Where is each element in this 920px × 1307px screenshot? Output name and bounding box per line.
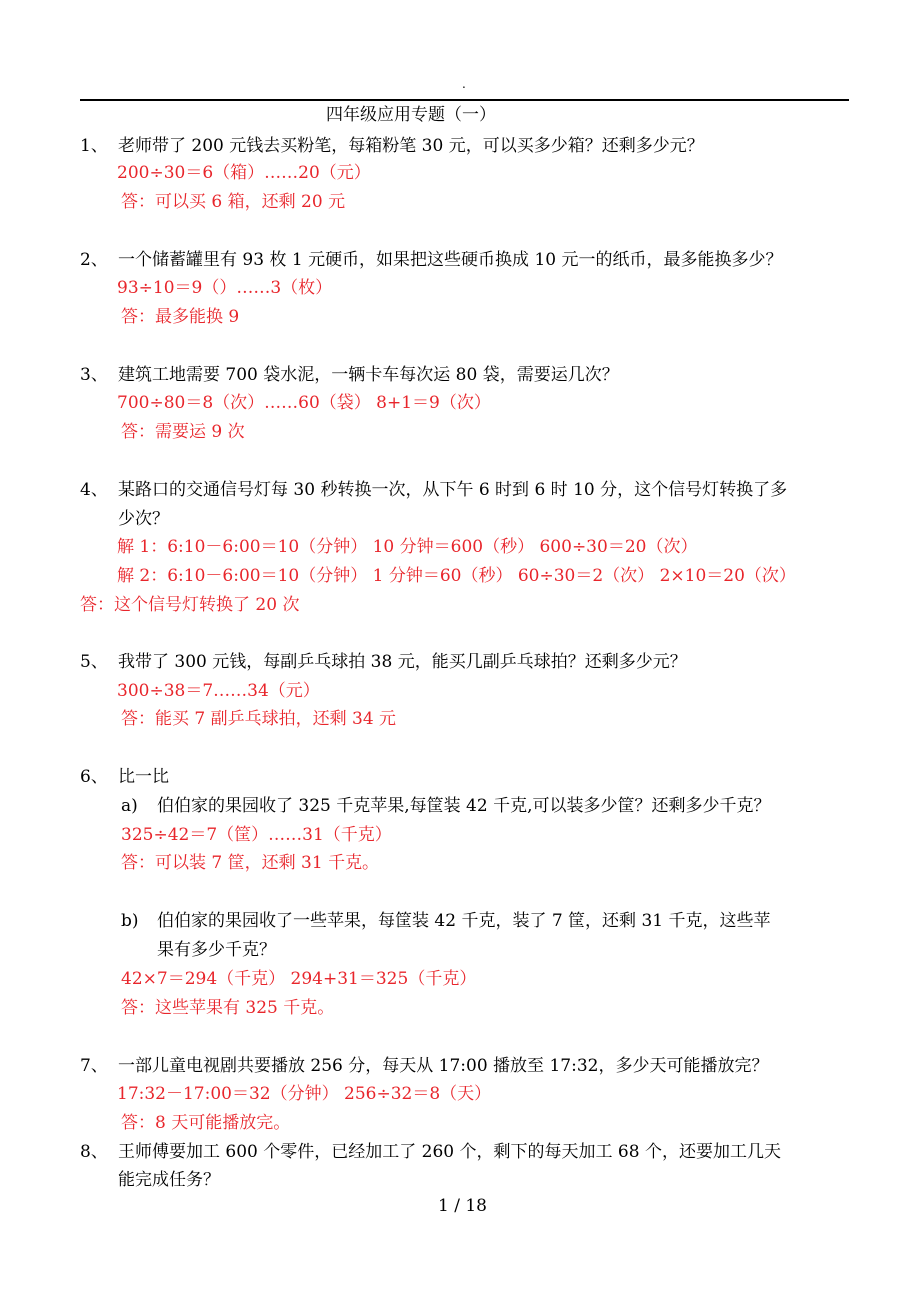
sub-question-b [121,911,771,931]
question-number: 3、 [80,365,108,385]
question-6 [80,767,169,787]
question-text: 某路口的交通信号灯每 30 秒转换一次，从下午 6 时到 6 时 10 分，这个信号灯转换了多 [118,480,788,500]
question-4 [80,480,787,500]
question-text: 一个储蓄罐里有 93 枚 1 元硬币，如果把这些硬币换成 10 元一的纸币，最多能换多少？ [118,250,783,270]
solution-1: 解 1：6:10－6:00＝10（分钟） 10 分钟＝600（秒） 600÷30＝20（次） [117,537,698,557]
calculation: 700÷80＝8（次）……60（袋） 8+1＝9（次） [117,393,491,413]
calculation: 93÷10＝9（）……3（枚） [117,278,333,298]
question-number: 5、 [80,652,108,672]
question-text: 老师带了 200 元钱去买粉笔，每箱粉笔 30 元，可以买多少箱？还剩多少元？ [118,136,704,156]
answer: 答：可以装 7 筐，还剩 31 千克。 [121,853,380,873]
question-8 [80,1142,781,1162]
sub-question-a [121,796,771,816]
question-number: 4、 [80,480,108,500]
question-number: 8、 [80,1142,108,1162]
sub-question-label: b) [121,911,139,931]
question-5 [80,652,687,672]
sub-question-text-continued: 果有多少千克？ [157,940,276,960]
page-title: 四年级应用专题（一） [326,105,496,125]
question-number: 7、 [80,1056,108,1076]
header-dot: . [462,77,466,91]
sub-question-text: 伯伯家的果园收了 325 千克苹果,每筐装 42 千克,可以装多少筐？还剩多少千克？ [157,796,771,816]
answer: 答：这些苹果有 325 千克。 [121,998,335,1018]
calculation: 300÷38＝7……34（元） [117,681,320,701]
answer: 答：需要运 9 次 [121,422,245,442]
solution-2: 解 2：6:10－6:00＝10（分钟） 1 分钟＝60（秒） 60÷30＝2（次） 2×10＝20（次） [117,566,796,586]
question-text: 建筑工地需要 700 袋水泥，一辆卡车每次运 80 袋，需要运几次？ [118,365,619,385]
question-number: 1、 [80,136,108,156]
calculation: 325÷42＝7（筐）……31（千克） [121,825,392,845]
header-rule [80,99,849,101]
answer: 答：可以买 6 箱，还剩 20 元 [121,192,346,212]
question-number: 2、 [80,250,108,270]
question-7 [80,1056,768,1076]
calculation: 42×7＝294（千克） 294+31＝325（千克） [121,969,477,989]
calculation: 200÷30＝6（箱）……20（元） [117,163,371,183]
question-text: 一部儿童电视剧共要播放 256 分，每天从 17:00 播放至 17:32，多少天可能播放完？ [118,1056,769,1076]
question-number: 6、 [80,767,108,787]
page-number: 1 / 18 [438,1196,487,1216]
answer: 答：能买 7 副乒乓球拍，还剩 34 元 [121,709,397,729]
question-text-continued: 少次？ [118,509,169,529]
sub-question-text: 伯伯家的果园收了一些苹果，每筐装 42 千克，装了 7 筐，还剩 31 千克，这些苹 [157,911,771,931]
answer: 答：8 天可能播放完。 [121,1113,291,1133]
question-3 [80,365,619,385]
question-text: 我带了 300 元钱，每副乒乓球拍 38 元，能买几副乒乓球拍？还剩多少元？ [118,652,687,672]
answer: 答：这个信号灯转换了 20 次 [80,595,300,615]
question-text: 王师傅要加工 600 个零件，已经加工了 260 个，剩下的每天加工 68 个，还要加工几天 [118,1142,781,1162]
answer: 答：最多能换 9 [121,307,240,327]
question-1 [80,136,704,156]
calculation: 17:32－17:00＝32（分钟） 256÷32＝8（天） [117,1084,492,1104]
question-text-continued: 能完成任务？ [118,1170,220,1190]
question-2 [80,250,783,270]
sub-question-label: a) [121,796,138,816]
question-text: 比一比 [118,767,169,787]
